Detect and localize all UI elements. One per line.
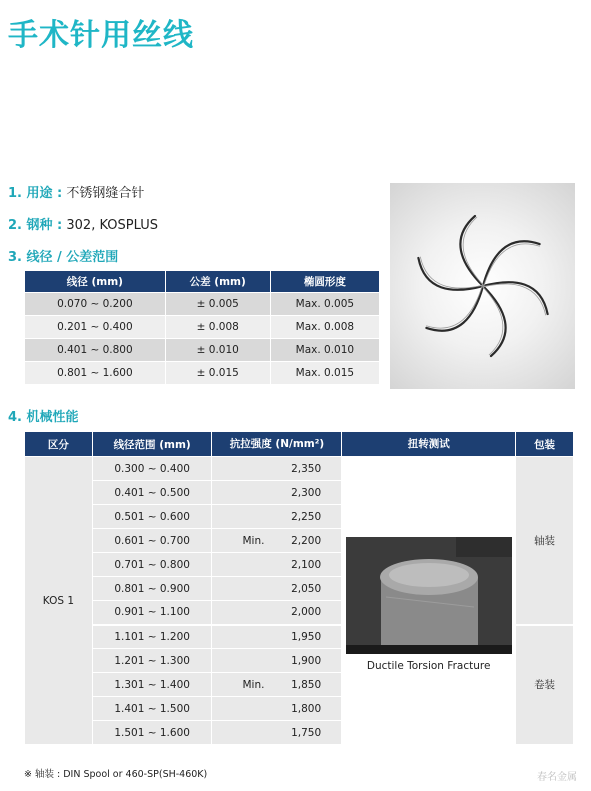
usage-label: 1. 用途 :: [8, 186, 63, 201]
min-label: Min.: [242, 678, 265, 691]
strength-cell: [212, 673, 342, 697]
strength-cell: [212, 529, 342, 553]
table-cell: ± 0.005: [165, 293, 270, 316]
section-heading-diameter: 3. 线径 / 公差范围: [8, 250, 119, 265]
table-cell: ± 0.008: [165, 316, 270, 339]
strength-cell: 2,000: [212, 601, 342, 625]
diameter-range-cell: 1.401 ~ 1.500: [92, 697, 212, 721]
strength-cell: 1,750: [212, 721, 342, 745]
table-row: [25, 293, 380, 316]
diameter-range-cell: 1.101 ~ 1.200: [92, 625, 212, 649]
torsion-test-cell: [342, 457, 516, 745]
diameter-range-cell: 0.601 ~ 0.700: [92, 529, 212, 553]
grade-cell: KOS 1: [25, 457, 93, 745]
strength-value: 1,850: [291, 678, 322, 691]
min-label: Min.: [242, 534, 265, 547]
strength-cell: 1,800: [212, 697, 342, 721]
curved-needles-image: [390, 183, 575, 389]
diameter-range-cell: 0.801 ~ 0.900: [92, 577, 212, 601]
steel-value: 302, KOSPLUS: [66, 218, 158, 233]
strength-value: 2,200: [291, 534, 322, 547]
column-header: 线径 (mm): [25, 271, 166, 293]
diameter-range-cell: 0.901 ~ 1.100: [92, 601, 212, 625]
table-header-row: [25, 271, 380, 293]
table-row: [25, 362, 380, 385]
steel-label: 2. 钢种 :: [8, 218, 63, 233]
diameter-range-cell: 1.301 ~ 1.400: [92, 673, 212, 697]
table-cell: ± 0.015: [165, 362, 270, 385]
table-header-row: [25, 432, 574, 457]
section-heading-mechanical: 4. 机械性能: [8, 410, 79, 425]
table-cell: ± 0.010: [165, 339, 270, 362]
table-cell: 0.070 ~ 0.200: [25, 293, 166, 316]
column-header: 扭转测试: [407, 438, 450, 450]
table-cell: 0.401 ~ 0.800: [25, 339, 166, 362]
column-header: 区分: [25, 432, 93, 457]
packing-cell: 卷装: [516, 625, 574, 745]
footnote: ※ 轴装 : DIN Spool or 460-SP(SH-460K): [24, 769, 208, 780]
strength-cell: 2,250: [212, 505, 342, 529]
diameter-range-cell: 0.701 ~ 0.800: [92, 553, 212, 577]
table-row: [25, 457, 574, 481]
table-cell: Max. 0.015: [270, 362, 379, 385]
table-cell: 0.201 ~ 0.400: [25, 316, 166, 339]
spec-steel: [8, 214, 158, 233]
table-cell: Max. 0.005: [270, 293, 379, 316]
spec-usage: [8, 182, 144, 201]
fracture-image: [346, 537, 512, 654]
column-header: 公差 (mm): [165, 271, 270, 293]
column-header-group: [212, 432, 516, 457]
strength-cell: 2,300: [212, 481, 342, 505]
table-cell: 0.801 ~ 1.600: [25, 362, 166, 385]
strength-cell: 2,050: [212, 577, 342, 601]
diameter-range-cell: 1.501 ~ 1.600: [92, 721, 212, 745]
diameter-range-cell: 0.300 ~ 0.400: [92, 457, 212, 481]
strength-cell: 1,950: [212, 625, 342, 649]
table-cell: Max. 0.008: [270, 316, 379, 339]
diameter-range-cell: 1.201 ~ 1.300: [92, 649, 212, 673]
strength-cell: 2,350: [212, 457, 342, 481]
strength-cell: 2,100: [212, 553, 342, 577]
mechanical-properties-table: [24, 431, 574, 745]
column-header: 椭圆形度: [270, 271, 379, 293]
table-row: [25, 316, 380, 339]
page-title: 手术针用丝线: [8, 18, 194, 53]
torsion-fracture-photo: [346, 537, 512, 654]
table-row: [25, 339, 380, 362]
brand-watermark: 春名金属: [537, 772, 577, 783]
table-cell: Max. 0.010: [270, 339, 379, 362]
strength-cell: 1,900: [212, 649, 342, 673]
suture-needles-photo: [390, 183, 575, 389]
column-header: 包装: [516, 432, 574, 457]
packing-cell: 轴装: [516, 457, 574, 625]
diameter-range-cell: 0.401 ~ 0.500: [92, 481, 212, 505]
usage-value: 不锈钢缝合针: [66, 186, 145, 201]
tolerance-table: [24, 270, 380, 385]
torsion-caption: Ductile Torsion Fracture: [366, 660, 491, 672]
column-header: 抗拉强度 (N/mm²): [212, 432, 342, 456]
column-header: 线径范围 (mm): [92, 432, 212, 457]
diameter-range-cell: 0.501 ~ 0.600: [92, 505, 212, 529]
